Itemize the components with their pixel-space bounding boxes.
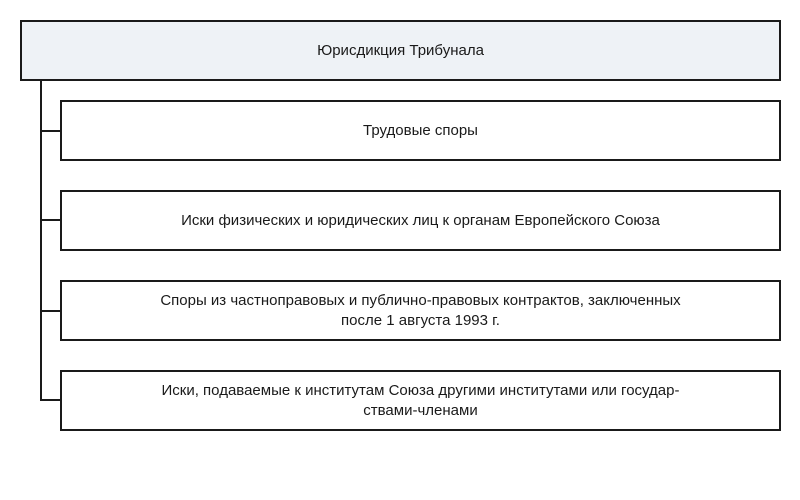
child-node-individual-claims xyxy=(60,190,781,251)
connector-branch-4 xyxy=(40,399,61,401)
child-node-label: Трудовые споры xyxy=(363,121,478,139)
connector-branch-2 xyxy=(40,219,61,221)
child-node-label: Иски физических и юридических лиц к органам Европейского Союза xyxy=(181,211,660,229)
connector-branch-3 xyxy=(40,310,61,312)
root-node-label: Юрисдикция Трибунала xyxy=(317,41,484,59)
connector-trunk xyxy=(40,80,42,401)
child-node-institutional-claims xyxy=(60,370,781,431)
child-node-contract-disputes xyxy=(60,280,781,341)
connector-branch-1 xyxy=(40,130,61,132)
child-node-label: Споры из частноправовых и публично-правовых контрактов, заключенных после 1 августа 1993 г. xyxy=(160,291,681,329)
child-node-labor-disputes xyxy=(60,100,781,161)
root-node xyxy=(20,20,781,81)
child-node-label: Иски, подаваемые к институтам Союза другими институтами или государ- ствами-членами xyxy=(161,381,680,419)
